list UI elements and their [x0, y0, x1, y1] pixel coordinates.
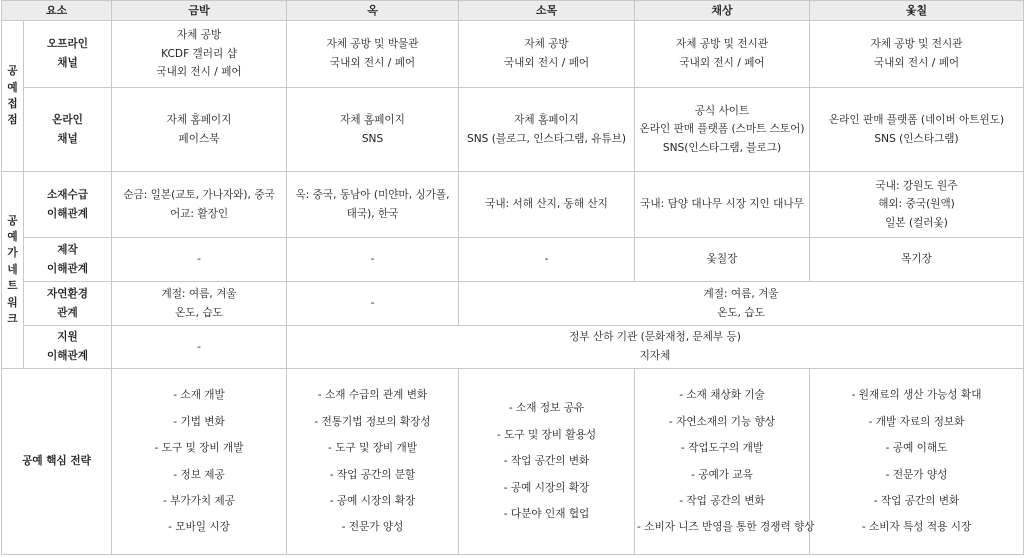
list-item: - 소재 수급의 관계 변화 — [317, 389, 428, 402]
row-strategy — [2, 369, 1024, 555]
cell-support-shared: 정부 산하 기관 (문화재청, 문체부 등) 지자체 — [287, 326, 1024, 369]
list-item: - 도구 및 장비 개발 — [328, 442, 417, 455]
cell-strategy-chaesang — [635, 369, 815, 555]
cell-production-otchil: 목기장 — [810, 238, 1024, 282]
list-item: - 개발 자료의 정보화 — [868, 415, 965, 428]
cell-supply-geumbak: 순금: 일본(교토, 가나자와), 중국 어교: 활장인 — [112, 172, 287, 238]
list-item: - 공예 이해도 — [885, 442, 948, 455]
cell-environment-geumbak: 계절: 여름, 겨울 온도, 습도 — [112, 282, 287, 326]
group-touchpoint: 공 예 접 점 — [2, 21, 24, 172]
header-geumbak: 금박 — [112, 1, 287, 21]
cell-production-somok: - — [459, 238, 635, 282]
cell-production-geumbak: - — [112, 238, 287, 282]
list-item: - 자연소재의 기능 향상 — [669, 415, 776, 428]
list-item: - 원재료의 생산 가능성 확대 — [851, 389, 982, 402]
cell-supply-ok: 옥: 중국, 동남아 (미얀마, 싱가폴, 태국), 한국 — [287, 172, 459, 238]
list-item: - 도구 및 장비 개발 — [154, 442, 244, 455]
list-item: - 공예가 교육 — [691, 468, 753, 481]
list-item: - 소비자 니즈 반영을 통한 경쟁력 향상 — [637, 521, 815, 534]
label-supply: 소재수급 이해관계 — [24, 172, 112, 238]
list-item: - 모바일 시장 — [168, 521, 230, 534]
cell-strategy-somok — [459, 369, 635, 555]
cell-environment-shared: 계절: 여름, 겨울 온도, 습도 — [459, 282, 1024, 326]
row-environment — [2, 282, 1024, 326]
cell-offline-somok: 자체 공방 국내외 전시 / 페어 — [459, 21, 635, 88]
cell-offline-otchil: 자체 공방 및 전시관 국내외 전시 / 페어 — [810, 21, 1024, 88]
header-row — [2, 1, 1024, 21]
cell-strategy-geumbak — [112, 369, 287, 555]
label-offline: 오프라인 채널 — [24, 21, 112, 88]
cell-online-geumbak: 자체 홈페이지 페이스북 — [112, 88, 287, 172]
header-chaesang: 채상 — [635, 1, 810, 21]
cell-online-somok: 자체 홈페이지 SNS (블로그, 인스타그램, 유튜브) — [459, 88, 635, 172]
list-item: - 공예 시장의 확장 — [329, 494, 416, 507]
list-item: - 전문가 양성 — [885, 468, 948, 481]
list-item: - 공예 시장의 확장 — [503, 481, 590, 494]
list-item: - 작업 공간의 변화 — [679, 494, 765, 507]
cell-production-ok: - — [287, 238, 459, 282]
list-item: - 작업 공간의 분할 — [329, 468, 416, 481]
row-online — [2, 88, 1024, 172]
list-item: - 소재 개발 — [173, 389, 225, 402]
list-item: - 소비자 특성 적용 시장 — [861, 521, 972, 534]
list-item: - 전통기법 정보의 확장성 — [314, 415, 431, 428]
list-item: - 소재 정보 공유 — [508, 402, 585, 415]
list-item: - 다분야 인재 협업 — [503, 508, 590, 521]
list-item: - 기법 변화 — [173, 415, 225, 428]
cell-offline-geumbak: 자체 공방 KCDF 갤러리 샵 국내외 전시 / 페어 — [112, 21, 287, 88]
cell-online-ok: 자체 홈페이지 SNS — [287, 88, 459, 172]
header-otchil: 옻칠 — [810, 1, 1024, 21]
craft-strategy-table — [1, 0, 1024, 555]
list-item: - 부가가치 제공 — [163, 494, 235, 507]
label-strategy: 공예 핵심 전략 — [2, 369, 112, 555]
header-ok: 옥 — [287, 1, 459, 21]
cell-online-chaesang: 공식 사이트 온라인 판매 플랫폼 (스마트 스토어) SNS(인스타그램, 블로그) — [635, 88, 810, 172]
list-item: - 정보 제공 — [173, 468, 225, 481]
label-support: 지원 이해관계 — [24, 326, 112, 369]
cell-offline-ok: 자체 공방 및 박물관 국내외 전시 / 페어 — [287, 21, 459, 88]
header-somok: 소목 — [459, 1, 635, 21]
row-production — [2, 238, 1024, 282]
cell-environment-ok: - — [287, 282, 459, 326]
label-environment: 자연환경 관계 — [24, 282, 112, 326]
group-network: 공 예 가 네 트 워 크 — [2, 172, 24, 369]
cell-production-chaesang: 옻칠장 — [635, 238, 810, 282]
row-supply — [2, 172, 1024, 238]
cell-supply-somok: 국내: 서해 산지, 동해 산지 — [459, 172, 635, 238]
cell-offline-chaesang: 자체 공방 및 전시관 국내외 전시 / 페어 — [635, 21, 810, 88]
label-online: 온라인 채널 — [24, 88, 112, 172]
list-item: - 도구 및 장비 활용성 — [496, 428, 597, 441]
cell-supply-otchil: 국내: 강원도 원주 해외: 중국(원액) 일본 (컬러옻) — [810, 172, 1024, 238]
label-production: 제작 이해관계 — [24, 238, 112, 282]
cell-strategy-ok — [287, 369, 459, 555]
list-item: - 작업도구의 개발 — [680, 442, 764, 455]
list-item: - 소재 채상화 기술 — [679, 389, 765, 402]
list-item: - 작업 공간의 변화 — [873, 494, 960, 507]
row-offline — [2, 21, 1024, 88]
list-item: - 전문가 양성 — [341, 521, 404, 534]
cell-support-geumbak: - — [112, 326, 287, 369]
cell-online-otchil: 온라인 판매 플랫폼 (네이버 아트윈도) SNS (인스타그램) — [810, 88, 1024, 172]
row-support — [2, 326, 1024, 369]
header-element: 요소 — [2, 1, 112, 21]
cell-supply-chaesang: 국내: 담양 대나무 시장 지인 대나무 — [635, 172, 810, 238]
list-item: - 작업 공간의 변화 — [503, 455, 590, 468]
cell-strategy-otchil — [810, 369, 1024, 555]
